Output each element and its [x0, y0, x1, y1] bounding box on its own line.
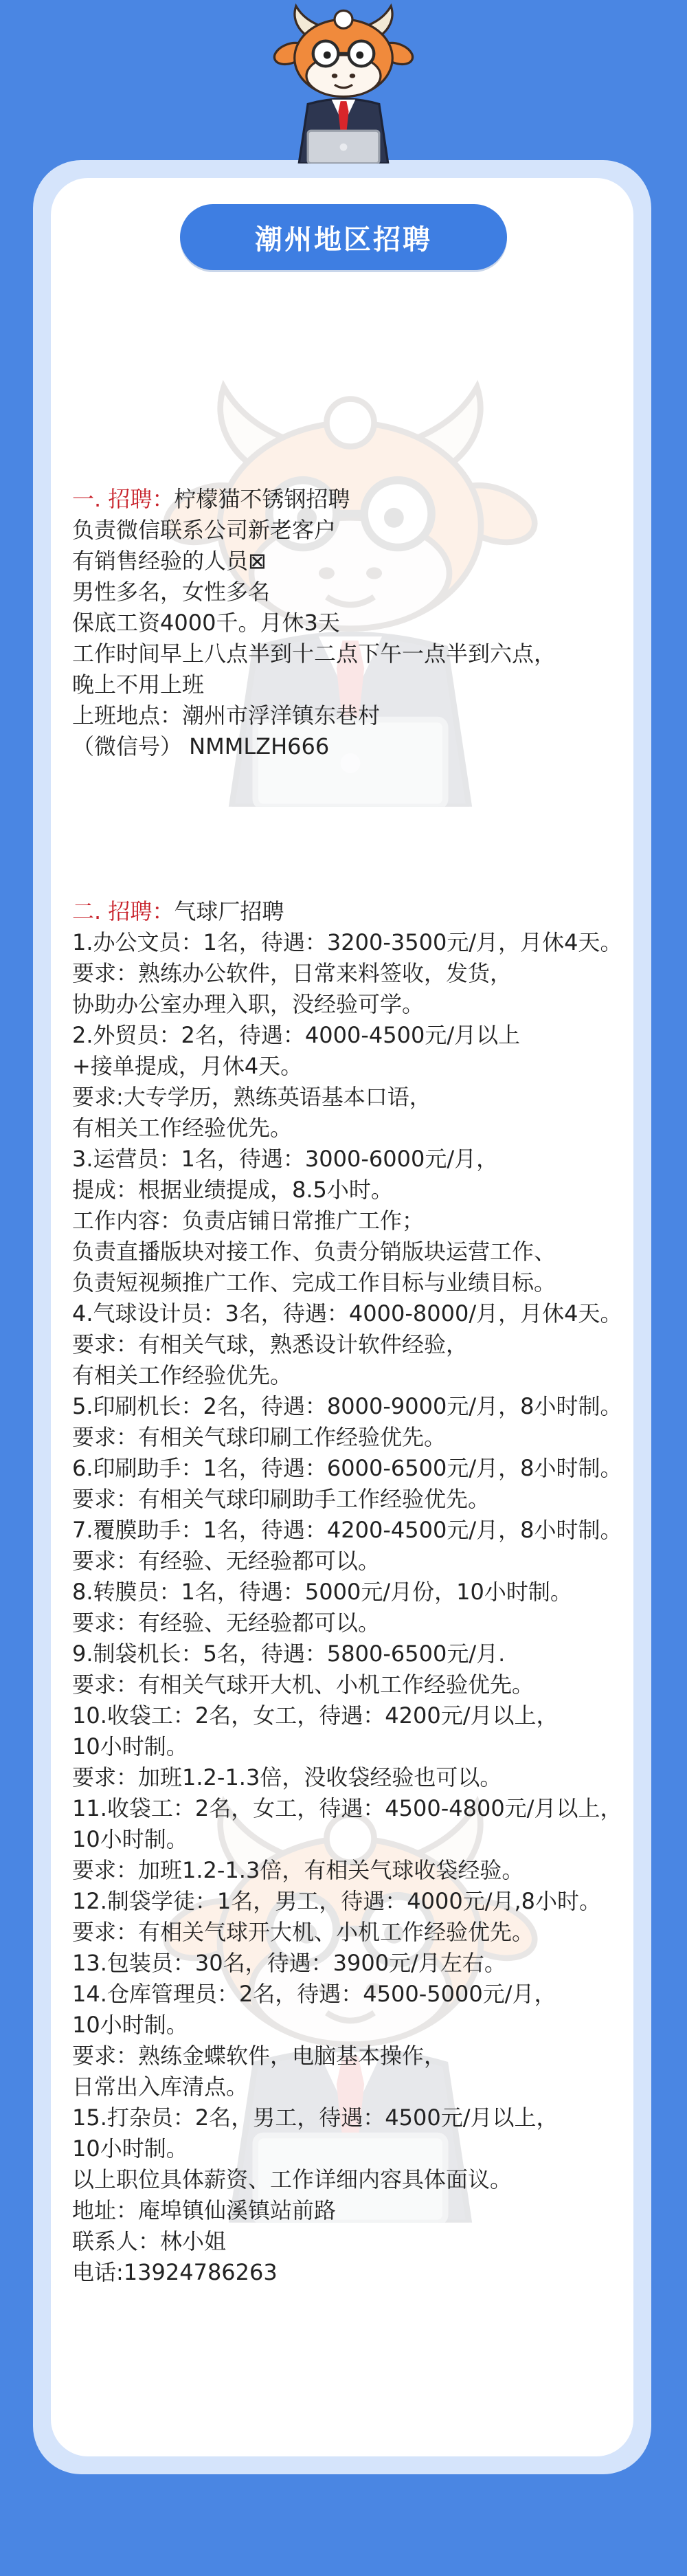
job-line: 要求：有相关气球印刷助手工作经验优先。 [72, 1486, 491, 1512]
section-title: 气球厂招聘 [174, 898, 284, 924]
job-line: 6.印刷助手：1名，待遇：6000-6500元/月，8小时制。 [72, 1455, 622, 1481]
section-heading [72, 484, 556, 515]
job-line: 有相关工作经验优先。 [72, 1362, 293, 1388]
job-line: 日常出入库清点。 [72, 2074, 249, 2100]
job-line: 15.打杂员：2名，男工，待遇：4500元/月以上， [72, 2105, 559, 2131]
section-label: 一. 招聘： [72, 486, 174, 512]
job-line: 要求：有相关气球开大机、小机工作经验优先。 [72, 1919, 534, 1945]
job-line: 要求：熟练金蝶软件，电脑基本操作， [72, 2043, 447, 2069]
job-line: 要求：加班1.2-1.3倍，没收袋经验也可以。 [72, 1764, 502, 1790]
section-label: 二. 招聘： [72, 898, 174, 924]
job-line: 以上职位具体薪资、工作详细内容具体面议。 [72, 2166, 513, 2192]
job-line: 3.运营员：1名，待遇：3000-6000元/月， [72, 1146, 499, 1172]
job-line: 10小时制。 [72, 1826, 188, 1852]
job-line: 14.仓库管理员：2名，待遇：4500-5000元/月， [72, 1981, 556, 2007]
job-line: 要求：有相关气球开大机、小机工作经验优先。 [72, 1672, 534, 1698]
contact-line: 联系人：林小姐 [72, 2228, 227, 2254]
job-line: 4.气球设计员：3名，待遇：4000-8000/月，月休4天。 [72, 1300, 622, 1326]
job-line: 负责短视频推广工作、完成工作目标与业绩目标。 [72, 1269, 556, 1296]
section-heading [72, 896, 622, 927]
job-line: 9.制袋机长：5名，待遇：5800-6500元/月. [72, 1641, 506, 1667]
info-line: 保底工资4000千。月休3天 [72, 610, 340, 636]
info-line: 晚上不用上班 [72, 671, 205, 698]
info-line: 上班地点：潮州市浮洋镇东巷村 [72, 702, 381, 729]
job-line: 要求：有相关气球，熟悉设计软件经验， [72, 1331, 469, 1357]
job-line: 5.印刷机长：2名，待遇：8000-9000元/月，8小时制。 [72, 1393, 622, 1419]
job-line: 负责直播版块对接工作、负责分销版块运营工作、 [72, 1239, 556, 1265]
job-line: +接单提成，月休4天。 [72, 1053, 303, 1079]
job-line: 13.包装员：30名，待遇：3900元/月左右。 [72, 1950, 506, 1976]
job-line: 8.转膜员：1名，待遇：5000元/月份，10小时制。 [72, 1579, 572, 1605]
page-title: 潮州地区招聘 [180, 204, 507, 270]
job-line: 要求：熟练办公软件，日常来料签收，发货， [72, 960, 513, 986]
job-line: 1.办公文员：1名，待遇：3200-3500元/月，月休4天。 [72, 929, 622, 955]
cow-mascot-icon [269, 0, 418, 164]
info-line: （微信号） NMMLZH666 [72, 733, 330, 759]
recruit-section-2 [72, 896, 622, 2288]
job-line: 要求:大专学历，熟练英语基本口语， [72, 1084, 431, 1110]
job-line: 提成：根据业绩提成，8.5小时。 [72, 1177, 393, 1203]
job-line: 要求：有经验、无经验都可以。 [72, 1610, 381, 1636]
phone-line: 电话:13924786263 [72, 2259, 278, 2285]
job-line: 12.制袋学徒：1名，男工，待遇：4000元/月,8小时。 [72, 1888, 602, 1914]
job-line: 10小时制。 [72, 2135, 188, 2162]
job-line: 有相关工作经验优先。 [72, 1115, 293, 1141]
job-line: 协助办公室办理入职，没经验可学。 [72, 991, 425, 1017]
job-line: 10小时制。 [72, 2012, 188, 2038]
job-line: 10小时制。 [72, 1733, 188, 1759]
info-line: 负责微信联系公司新老客户 [72, 517, 337, 543]
job-line: 2.外贸员：2名，待遇：4000-4500元/月以上 [72, 1022, 521, 1048]
info-line: 有销售经验的人员⊠ [72, 548, 267, 574]
job-line: 要求：加班1.2-1.3倍，有相关气球收袋经验。 [72, 1857, 524, 1883]
job-line: 11.收袋工：2名，女工，待遇：4500-4800元/月以上， [72, 1795, 622, 1821]
job-line: 要求：有经验、无经验都可以。 [72, 1548, 381, 1574]
job-line: 7.覆膜助手：1名，待遇：4200-4500元/月，8小时制。 [72, 1517, 622, 1543]
address-line: 地址：庵埠镇仙溪镇站前路 [72, 2197, 337, 2223]
info-line: 工作时间早上八点半到十二点下午一点半到六点， [72, 641, 556, 667]
section-title: 柠檬猫不锈钢招聘 [174, 486, 350, 512]
job-line: 10.收袋工：2名，女工，待遇：4200元/月以上， [72, 1702, 559, 1729]
job-line: 要求：有相关气球印刷工作经验优先。 [72, 1424, 447, 1450]
job-line: 工作内容：负责店铺日常推广工作； [72, 1208, 425, 1234]
recruit-section-1 [72, 484, 556, 762]
info-line: 男性多名，女性多名 [72, 579, 271, 605]
